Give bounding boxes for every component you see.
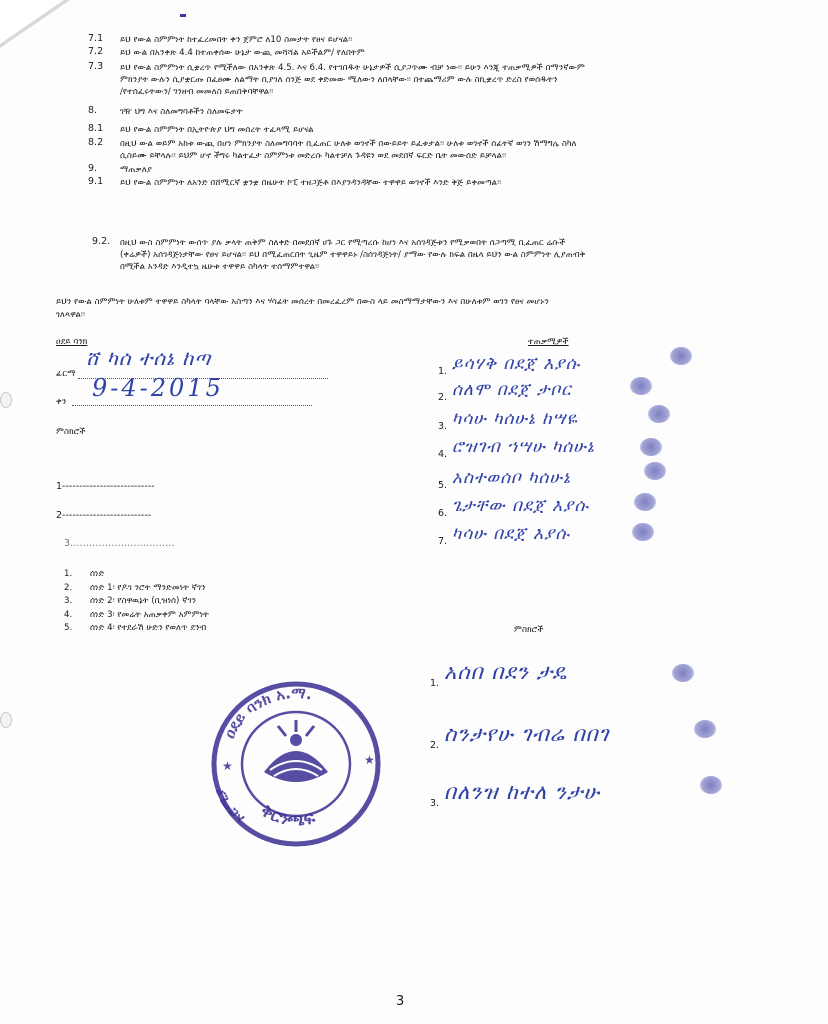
clause-9-2-line: በሚችል አንዳድ እንዲተኳ ዜሁቱ ተዋዋይ ስካላት ተሰማምተዋል፡፡ — [120, 262, 320, 272]
attachment-number: 4. — [64, 609, 73, 620]
beneficiary-signature-name: ካሳሁ በደጀ እያሱ — [452, 524, 571, 544]
thumbprint — [644, 462, 666, 480]
clause-number: 8. — [88, 105, 98, 116]
clause-text: /የተሰፈሩትውን/ ገንዘብ መመለስ ይጠበቅባቸዋል፡፡ — [120, 87, 274, 97]
beneficiary-number: 5. — [438, 480, 448, 491]
attachment-number: 5. — [64, 623, 73, 633]
bank-seal-stamp — [200, 672, 390, 852]
beneficiary-signature-name: ይሳሃቅ በደጀ እያሱ — [452, 354, 581, 374]
clause-number: 7.1 — [88, 33, 104, 44]
attachment-text: ሰነድ 4፡ የተደራሽ ሁድን የወለጥ ደንብ — [90, 623, 207, 633]
beneficiary-signature-name: አስተወሰቦ ካሰሁኔ — [452, 468, 571, 488]
page-number: 3 — [396, 994, 405, 1009]
clause-9-2-line: በዚህ ውስ ስምምነት ውሰጥ ያሉ ቃላት ጠቅም ስለቀድ በመደበኛ ሀጉ ጋር የሚጣረሱ ከሆነ እና አሰገዳጅቱን የሚቃወበት ሰጋጣሚ ቢፈጠር ሬሱች — [120, 238, 566, 248]
beneficiary-signature-name: ካሳሁ ካሰሁኔ ከሣዬ — [452, 409, 578, 429]
clause-9-2-line: (ቀሬዎች) አሰገዳጅነታቸው የፀና ይሆናል፡፡ ይህ በሚፈጠርበት ጊዜም ተዋዋይኑ /ስሰገዳጅነት/ ያማው የውሉ ክፍል በዜላ ይህን ውል ስምምነት ሊያጠብቅ — [120, 250, 586, 260]
beneficiaries-header: ተጠቃሚዎች — [528, 337, 569, 347]
page-fold-inner — [0, 0, 64, 44]
attachment-text: ሰነድ — [90, 569, 105, 579]
bank-signature: ሸ ካሰ ተሰኔ ከጣ — [86, 346, 212, 370]
svg-text:ቅርንጫፍ — [257, 801, 317, 831]
witness-number: 2. — [430, 740, 440, 751]
thumbprint — [630, 377, 652, 395]
clause-text: ይህ የውል ስምምነት ለአንድ በሸሚርኛ ቋንቋ በዜሁት ኮፒ ተዘጋጅቶ በእያንዳንዳቸው ተዋዋይ ወገኖች እንድ ቅጅ ይቀመጣል፡፡ — [120, 178, 502, 188]
clause-number: 8.1 — [88, 123, 104, 134]
witness-number: 3. — [430, 798, 440, 809]
attachment-number: 2. — [64, 582, 73, 593]
witness-line: 1--------------------------- — [56, 481, 155, 492]
attachment-number: 3. — [64, 596, 73, 606]
witnesses-label-left: ምስክሮች — [56, 427, 86, 437]
clause-number: 7.2 — [88, 46, 104, 57]
stamp-top-text: ዐደይ ባንክ አ.ማ. — [220, 683, 314, 742]
witness-signature-name: አሰበ በደን ታዴ — [444, 660, 568, 684]
clause-text: በዚህ ውል ወይም አከቱ ውጪ በሆነ ምክንያት ስለመግባባት ቢፈጠር ሁለቱ ወገኖች በውይይት ይፈቱታል፡፡ ሁለቱ ወገኖች ሰፊትኛ ወገን ሽማግሌ ስካለ — [120, 139, 577, 149]
attachment-number: 1. — [64, 569, 73, 579]
beneficiary-number: 1. — [438, 366, 448, 377]
clause-number: 9.1 — [88, 176, 104, 187]
thumbprint — [670, 347, 692, 365]
punch-hole — [0, 712, 12, 728]
attachment-text: ሰነድ 2፡ የስዋዉኔት (ቢዝነሰ) ኛገን — [90, 596, 197, 606]
clause-text: ማጠቃለያ — [120, 165, 152, 175]
clause-text: ይህ የውል ስምምነት ከተፈረመበት ቀን ጀምሮ ለ10 ስመታት የፀና ይሆናል፡፡ — [120, 35, 353, 45]
thumbprint — [634, 493, 656, 511]
clause-text: ይህ ውል በአንቀጽ 4.4 ከተጠቀሰው ሁኔታ ውጪ መሻሻል አይችልም/ የለበትም — [120, 48, 365, 58]
beneficiary-number: 2. — [438, 392, 448, 403]
witness-number: 1. — [430, 678, 440, 689]
svg-text:ኦሮሚያ — [213, 786, 248, 826]
thumbprint — [632, 523, 654, 541]
witness-line: 3…………………………… — [64, 538, 175, 549]
bank-header: ዐደይ ባንክ — [56, 337, 88, 347]
beneficiary-signature-name: ሰለሞ በደጀ ታቦር — [452, 380, 572, 400]
witnesses-header-right: ምስክሮች — [514, 625, 544, 635]
clause-number: 8.2 — [88, 137, 104, 148]
beneficiary-number: 7. — [438, 536, 448, 547]
beneficiary-number: 6. — [438, 508, 448, 519]
attachment-text: ሰነድ 1፡ የዶገ ንሮት ማንድመነት ኛገን — [90, 582, 206, 593]
beneficiary-number: 3. — [438, 421, 448, 432]
clause-number: 9. — [88, 163, 98, 174]
thumbprint — [648, 405, 670, 423]
signing-date: 9-4-2015 — [92, 374, 224, 402]
date-line — [72, 405, 312, 406]
beneficiary-number: 4. — [438, 449, 448, 460]
stamp-star-icon: ★ — [222, 759, 233, 773]
clause-number: 7.3 — [88, 61, 104, 72]
witness-signature-name: በለንዝ ከተለ ንታሁ — [444, 780, 601, 804]
clause-text: ገዥ ህግ እና ስለመግባቶችን ስለመፍታት — [120, 107, 243, 117]
beneficiary-signature-name: ጌታቸው በደጀ እያሱ — [452, 496, 589, 516]
signature-label: ፊርማ — [56, 369, 76, 379]
thumbprint — [700, 776, 722, 794]
thumbprint — [672, 664, 694, 682]
attachment-text: ሰነድ 3፡ የመሬት አጠቃቀም አምምነት — [90, 609, 209, 620]
thumbprint — [694, 720, 716, 738]
clause-text: ሲስይሙ ይቸላሉ፡፡ ይህም ሆኖ ችግሩ ካልተፈታ ስምምነቱ መድረሱ ካልተቻለ ጉዳዩን ወደ መደበኛ ፍርድ ቤት መውሰድ ይቻላል፡፡ — [120, 151, 507, 161]
closing-statement-line: ይህን የውል ስምምነት ሁለቱም ተዋዋይ ስካላት ባላቸው አስጣን እና ሃሳፊት መሰረት በመረፈረም በውስ ላይ መስማማታቸውን እና በሁለቱም ወገን የፀና መሆኑን — [56, 297, 549, 307]
beneficiary-signature-name: ሮዝገብ ኀሣሁ ካሰሁኔ — [452, 437, 595, 457]
clause-text: ይህ የውል ስምምነት ሲቋረጥ የሚችለው በአንቀጽ 4.5. እና 6.4. የተገበዱት ሁኔታዎች ሲያጋጥሙ ብቻ ነው፡፡ ይሁን እንጂ ተጠቃሚዎች በማንኛውም — [120, 63, 585, 73]
thumbprint — [640, 438, 662, 456]
witness-signature-name: ስንታየሁ ገብሬ በበገ — [444, 722, 610, 746]
clause-9-2-number: 9.2. — [92, 236, 111, 247]
ink-mark — [180, 14, 186, 17]
stamp-emblem — [222, 720, 375, 782]
witness-line: 2-------------------------- — [56, 510, 152, 521]
clause-text: ምክንያት ውሉን ሲያቋርጡ በፈፀሙ ለልማት ቢያገለ ሰንጅ ወደ ቀድመው ሚለውን ለበላቸው፡፡ በተጨማሪም ውሉ ስኪቋረጥ ድረስ የወሰዱትን — [120, 75, 558, 85]
date-label: ቀን — [56, 397, 67, 407]
stamp-star-icon: ★ — [364, 753, 375, 767]
closing-statement-line: ገለጻዋል፡፡ — [56, 310, 85, 320]
punch-hole — [0, 392, 12, 408]
clause-text: ይህ የውል ስምምነት በኢትዮጵያ ህግ መሰረት ተፈጻሚ ይሆናል — [120, 125, 314, 135]
stamp-left-text: ኦሮሚያ — [212, 785, 248, 826]
stamp-bottom-text: ቅርንጫፍ — [257, 800, 317, 831]
